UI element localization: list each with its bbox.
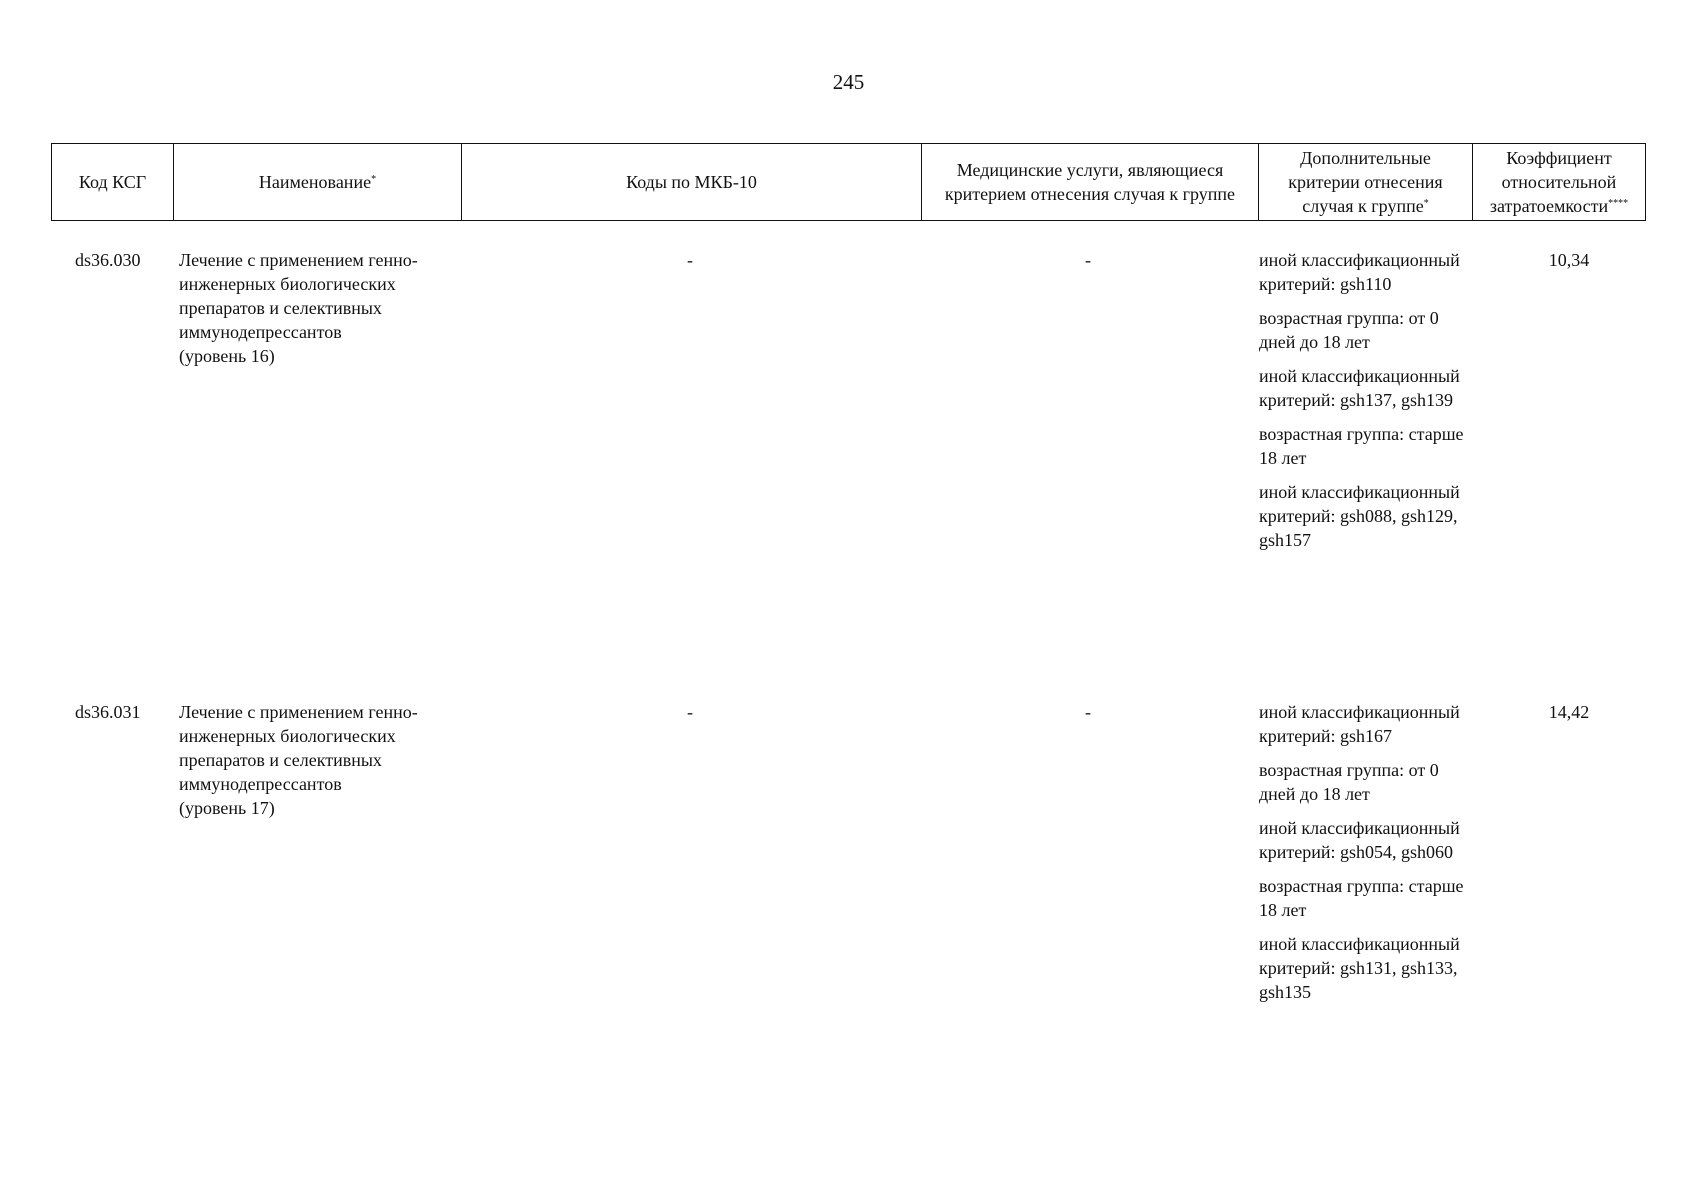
criterion-item: возрастная группа: старше 18 лет [1259,876,1464,920]
row-code: ds36.030 [75,250,141,270]
footnote-mark: **** [1608,198,1629,209]
row-code: ds36.031 [75,702,141,722]
criterion-item: возрастная группа: от 0 дней до 18 лет [1259,760,1439,804]
footnote-mark: * [1423,198,1429,209]
row-services: - [1085,250,1091,270]
table-header [51,143,1646,221]
header-coefficient: Коэффициент относительной затратоемкости**** [1473,144,1646,221]
row-criteria [1259,700,1464,1014]
header-name: Наименование* [174,144,462,221]
page-number: 245 [832,70,865,94]
row-coefficient: 10,34 [1548,250,1590,270]
criterion-item: иной классификационный критерий: gsh137, gsh139 [1259,366,1460,410]
criterion-item: возрастная группа: старше 18 лет [1259,424,1464,468]
row-name: Лечение с применением генно- инженерных биологических препаратов и селективных иммунодепрессантов (уровень 16) [179,250,418,366]
criterion-item: иной классификационный критерий: gsh131, gsh133, gsh135 [1259,934,1460,1002]
header-services: Медицинские услуги, являющиеся критерием отнесения случая к группе [922,144,1259,221]
footnote-mark: * [371,174,377,185]
criterion-item: иной классификационный критерий: gsh088, gsh129, gsh157 [1259,482,1460,550]
row-criteria [1259,248,1464,562]
criterion-item: иной классификационный критерий: gsh110 [1259,250,1460,294]
criterion-item: иной классификационный критерий: gsh167 [1259,702,1460,746]
row-mkb: - [687,250,693,270]
header-code: Код КСГ [52,144,174,221]
header-extra-criteria: Дополнительные критерии отнесения случая к группе* [1259,144,1473,221]
row-mkb: - [687,702,693,722]
row-coefficient: 14,42 [1548,702,1590,722]
row-name: Лечение с применением генно- инженерных биологических препаратов и селективных иммунодепрессантов (уровень 17) [179,702,418,818]
header-mkb: Коды по МКБ-10 [462,144,922,221]
row-services: - [1085,702,1091,722]
criterion-item: иной классификационный критерий: gsh054, gsh060 [1259,818,1460,862]
criterion-item: возрастная группа: от 0 дней до 18 лет [1259,308,1439,352]
